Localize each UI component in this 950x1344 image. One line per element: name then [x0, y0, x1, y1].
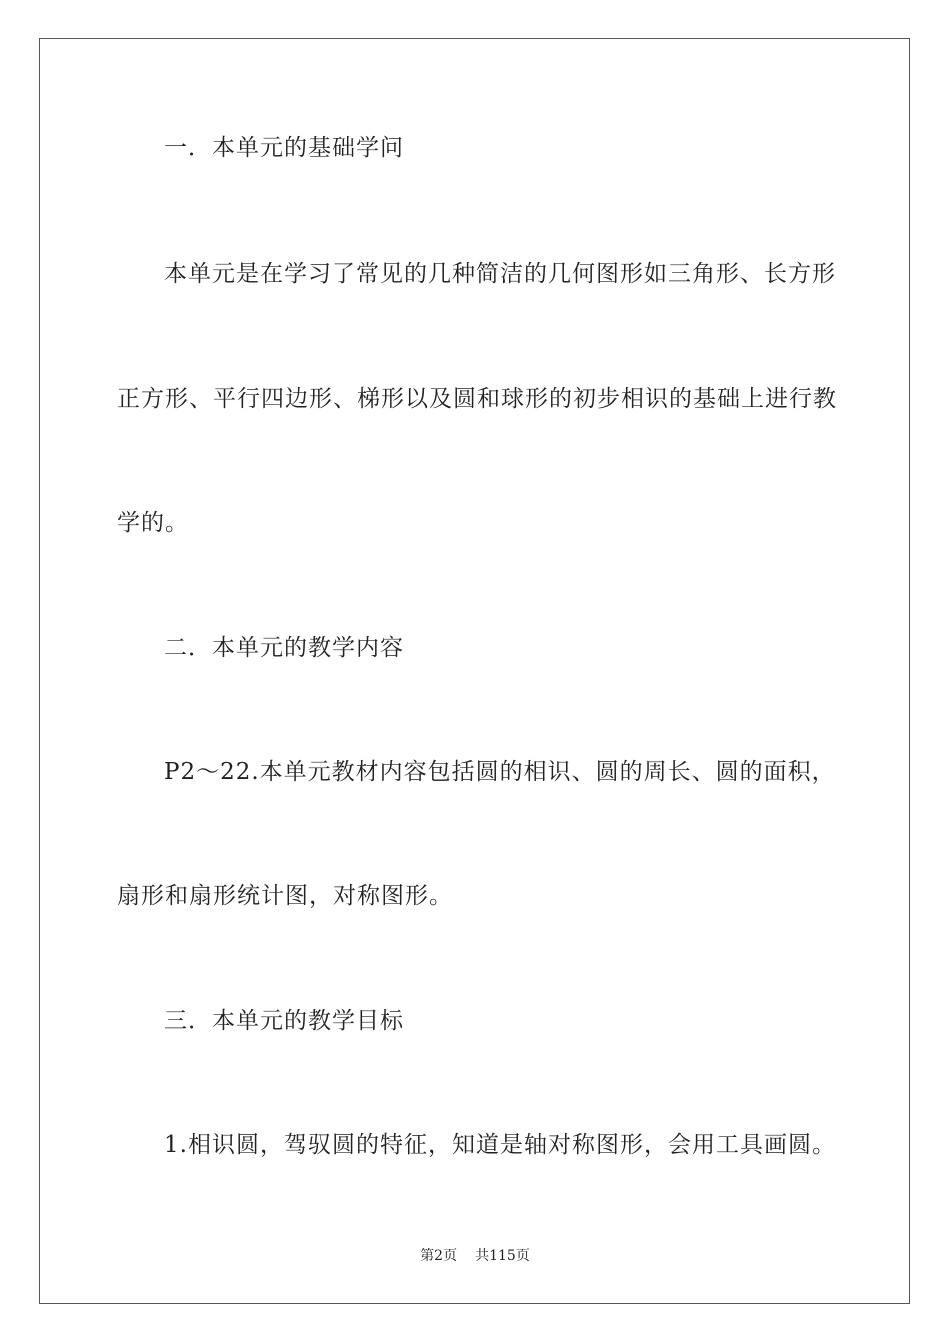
section-heading-3: 三．本单元的教学目标	[164, 1008, 404, 1034]
page-number: 第2页	[420, 1248, 458, 1264]
paragraph-line: 正方形、平行四边形、梯形以及圆和球形的初步相识的基础上进行教	[117, 386, 837, 412]
paragraph-line: 学的。	[117, 510, 189, 536]
section-heading-1: 一．本单元的基础学问	[164, 135, 404, 161]
page-footer	[0, 1246, 950, 1266]
section-heading-2: 二．本单元的教学内容	[164, 635, 404, 661]
paragraph-line: P2～22.本单元教材内容包括圆的相识、圆的周长、圆的面积，	[164, 759, 836, 785]
paragraph-line: 1.相识圆，驾驭圆的特征，知道是轴对称图形，会用工具画圆。	[164, 1132, 836, 1158]
paragraph-line: 本单元是在学习了常见的几种简洁的几何图形如三角形、长方形	[164, 261, 836, 287]
paragraph-line: 扇形和扇形统计图，对称图形。	[117, 883, 453, 909]
page-total: 共115页	[475, 1248, 530, 1264]
page-border	[39, 38, 910, 1304]
